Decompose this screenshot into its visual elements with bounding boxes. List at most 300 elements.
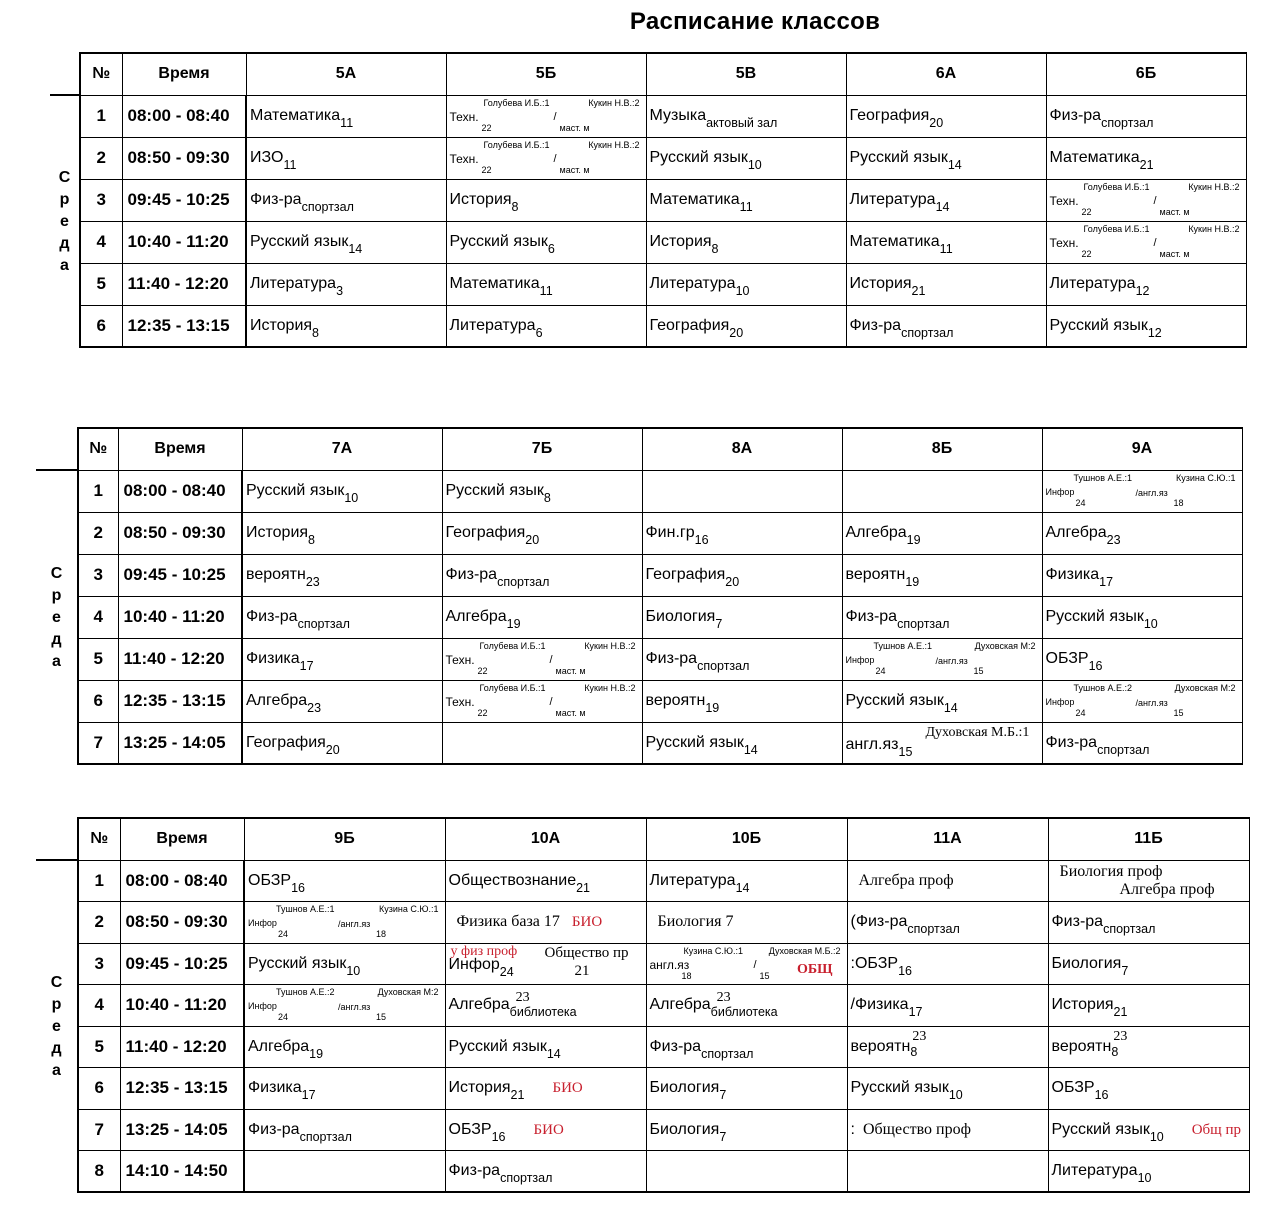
header-class: 6Б [1046,53,1246,95]
subject: Биология [645,608,716,625]
header-class: 8А [642,428,842,470]
lesson-cell [846,95,1046,137]
lesson-cell [242,680,442,722]
room: 7 [715,617,723,631]
subject-1: Техн. [445,695,475,709]
subject: вероятн [845,566,906,583]
room: спортзал [901,325,954,340]
subject-2: /англ.яз [338,1002,371,1013]
lesson-time: 10:40 - 11:20 [120,985,244,1027]
room-top: 23 [1113,1028,1128,1044]
subject: Русский язык [250,233,349,250]
lesson-cell [1046,95,1246,137]
table-row [36,943,1249,985]
subject: География [246,733,326,751]
split-slash: / [1153,237,1157,249]
room: 12 [1147,325,1162,340]
room: спортзал [1097,742,1150,757]
lesson-cell [646,902,847,944]
subject: Литература [849,191,936,208]
subject: История [1051,996,1114,1014]
lesson-time: 08:50 - 09:30 [118,512,242,554]
lesson-time: 08:00 - 08:40 [118,470,242,512]
split-slash: / [553,153,557,165]
subject: Литература [449,316,536,334]
lesson-time: 10:40 - 11:20 [118,596,242,638]
lesson-cell [847,1109,1048,1151]
lesson-cell [242,722,442,764]
teacher-1: Тушнов А.Е.:1 [873,641,932,651]
room: 7 [719,1129,727,1144]
room-1: 24 [1075,708,1086,718]
subject: Инфор [448,955,500,973]
lesson-number: 8 [78,1151,120,1193]
two-line-lesson [1052,861,1249,901]
subject: Математика [1049,149,1140,166]
lesson-cell [847,943,1048,985]
lesson-cell [242,470,442,512]
room: спортзал [297,617,350,631]
lesson-cell [847,1151,1048,1193]
teacher-2: Духовская М:2 [974,641,1036,651]
lesson-number: 5 [78,638,118,680]
teacher-1: Голубева И.Б.:1 [483,98,550,108]
subject: Биология 7 [657,913,734,931]
subject: Физика [246,650,300,667]
lesson-cell [1042,722,1242,764]
cell-mark: : [850,1120,855,1138]
subject: История [449,191,512,208]
lesson-cell [244,1026,445,1068]
lesson-time: 12:35 - 13:15 [118,680,242,722]
subject: Математика [449,275,540,292]
teacher-1: Голубева И.Б.:1 [1083,224,1150,234]
subject-1: Техн. [449,152,479,166]
lesson-cell [246,179,446,221]
subject: Физ-ра [1045,733,1098,751]
table-row [50,221,1246,263]
lesson-number: 6 [78,680,118,722]
teacher-1: Голубева И.Б.:1 [483,140,550,150]
lesson-number: 1 [80,95,122,137]
subject: ОБЗР [248,871,292,889]
lesson-cell [242,638,442,680]
room: 8 [312,325,319,340]
room: 16 [898,963,912,978]
lesson-cell [1042,596,1242,638]
lesson-cell [642,470,842,512]
subject: Литература [1051,1162,1138,1179]
teacher-1: Тушнов А.Е.:2 [1073,683,1132,693]
lesson-cell [842,554,1042,596]
schedule-table [36,427,1243,765]
lesson-cell [846,263,1046,305]
lesson-cell [846,179,1046,221]
table-row [50,95,1246,137]
subject: Физ-ра [246,608,298,625]
subject: Алгебра [248,1037,310,1055]
table-row [36,470,1242,512]
subject-1: Инфор [248,918,277,929]
table-row [36,1109,1249,1151]
subject-2: Алгебра проф [1119,880,1215,898]
room: 11 [739,200,753,214]
room: 10 [344,491,359,505]
lesson-cell [446,95,646,137]
room: спортзал [897,617,950,631]
room: 10 [1149,1129,1164,1144]
subject: История [246,524,309,541]
page-title: Расписание классов [629,8,881,35]
lesson-time: 13:25 - 14:05 [118,722,242,764]
lesson-number: 1 [78,470,118,512]
lesson-cell [646,1109,847,1151]
room: 16 [491,1129,506,1144]
room: 14 [743,742,758,757]
subject: Обществознание [448,871,577,889]
header-class: 11А [847,818,1048,860]
subject: География [849,107,930,124]
subject: Математика [649,191,740,208]
lesson-cell [442,596,642,638]
lesson-cell [1048,1068,1249,1110]
room: спортзал [697,659,750,673]
lesson-time: 13:25 - 14:05 [120,1109,244,1151]
room-2: 21 [574,962,590,979]
split-lesson [450,96,646,136]
lesson-cell [446,305,646,347]
room: 15 [898,744,913,759]
lesson-cell [646,221,846,263]
room-2: маст. м [555,708,586,718]
lesson-cell [445,1109,646,1151]
lesson-time: 08:00 - 08:40 [122,95,246,137]
room: 7 [719,1088,727,1103]
subject-1: Техн. [449,110,479,124]
lesson-cell [1042,638,1242,680]
subject: История [849,275,912,292]
subject-1: Техн. [445,653,475,667]
subject-2: /англ.яз [935,656,968,666]
lesson-cell [446,263,646,305]
lesson-cell [1048,1109,1249,1151]
subject: Физика база 17 [456,913,560,931]
subject: Музыка [649,107,707,124]
subject: англ.яз [845,735,899,753]
lesson-cell [646,985,847,1027]
teacher-2: Духовская М:2 [377,987,439,998]
lesson-cell [847,1026,1048,1068]
room-2: 15 [376,1012,387,1023]
subject-2: Общество пр [544,944,629,961]
header-class: 11Б [1048,818,1249,860]
room-2: маст. м [1159,207,1190,217]
room: 10 [1137,1171,1152,1185]
split-lesson [248,902,445,942]
lesson-cell [646,943,847,985]
teacher-1: Тушнов А.Е.:1 [1073,473,1132,483]
subject: Физ-ра [250,191,302,208]
teacher-1: Тушнов А.Е.:1 [276,904,335,915]
lesson-cell [642,596,842,638]
room-1: 24 [278,1012,289,1023]
lesson-cell [847,902,1048,944]
room: 19 [906,533,921,547]
table-row [36,1068,1249,1110]
room: спортзал [500,1171,553,1185]
subject: Русский язык [850,1079,949,1097]
room-number: 23 [515,990,530,1006]
lesson-cell [646,1151,847,1193]
subject: ИЗО [250,149,284,166]
schedule-table [36,817,1250,1193]
room-bottom: 8 [1111,1044,1119,1059]
room: 3 [336,284,344,298]
subject: Литература [1049,275,1136,292]
lesson-cell [445,985,646,1027]
lesson-cell [646,179,846,221]
room: 10 [346,963,361,978]
subject: Алгебра проф [858,871,954,889]
lesson-time: 10:40 - 11:20 [122,221,246,263]
lesson-cell [442,512,642,554]
lesson-cell [445,1068,646,1110]
subject-2: /англ.яз [1135,698,1168,708]
lesson-cell [442,638,642,680]
subject-line [448,955,514,979]
split-lesson [650,944,847,984]
room: 12 [1135,284,1150,298]
room: спортзал [907,922,960,937]
lesson-cell [442,680,642,722]
subject-1: Техн. [1049,194,1079,208]
room: 14 [935,200,950,214]
room: 7 [1121,963,1129,978]
cell-mark: / [850,996,855,1014]
header-blank [36,818,78,860]
lesson-cell [242,554,442,596]
subject: Алгебра [246,692,308,709]
subject-2: /англ.яз [338,919,371,930]
lesson-number: 6 [78,1068,120,1110]
room: спортзал [497,575,550,589]
room: библиотека [509,1005,577,1020]
room: 17 [1099,575,1114,589]
lesson-cell [1048,860,1249,902]
table-row [36,596,1242,638]
room-2: 18 [1173,498,1184,508]
subject: Физ-ра [849,316,902,334]
subject: Литература [649,871,736,889]
header-class: 6А [846,53,1046,95]
subject-2: /англ.яз [1135,488,1168,498]
subject: Русский язык [246,482,345,499]
table-row [36,1151,1249,1193]
subject: Русский язык [849,149,948,166]
subject-1: Инфор [248,1001,277,1012]
subject: Физ-ра [649,1037,702,1055]
header-blank [36,428,78,470]
room: спортзал [701,1046,754,1061]
subject-1: Инфор [845,655,875,665]
lesson-cell [244,985,445,1027]
subject: вероятн [645,692,706,709]
room-1: 22 [477,708,488,718]
lesson-cell [846,221,1046,263]
lesson-cell [1048,1026,1249,1068]
subject: Физика [1045,566,1100,583]
room: 11 [539,284,553,298]
lesson-cell [445,1151,646,1193]
lesson-number: 5 [78,1026,120,1068]
subject: ОБЗР [1051,1079,1095,1097]
lesson-cell [842,722,1042,764]
lesson-time: 11:40 - 12:20 [122,263,246,305]
lesson-cell [244,1151,445,1193]
room: 14 [546,1046,561,1061]
header-num: № [80,53,122,95]
subject: ОБЗР [1045,650,1089,667]
room: 6 [535,325,543,340]
split-lesson [446,681,642,721]
lesson-number: 2 [80,137,122,179]
room-2: 15 [759,970,770,981]
teacher-2: Духовская М.Б.:2 [768,945,841,956]
subject: Физ-ра [448,1162,501,1179]
lesson-number: 7 [78,722,118,764]
subject: вероятн [850,1037,911,1055]
room: 20 [525,533,540,547]
room: 21 [510,1088,525,1103]
lesson-cell [446,137,646,179]
lesson-cell [642,680,842,722]
teacher-2: Кукин Н.В.:2 [584,683,636,693]
subject: Физика [854,996,909,1014]
lesson-cell [442,554,642,596]
subject: Литература [649,275,736,292]
room: 23 [307,701,322,715]
header-class: 5Б [446,53,646,95]
subject: Русский язык [649,149,748,166]
room-pair [1111,1028,1129,1059]
subject: Русский язык [448,1037,547,1055]
header-time: Время [120,818,244,860]
lesson-cell [1048,1151,1249,1193]
lesson-cell [847,1068,1048,1110]
subject: Физ-ра [645,650,698,667]
room-top: 23 [912,1028,927,1044]
room-1: 22 [477,666,488,676]
room: 20 [929,116,944,130]
lesson-cell [446,179,646,221]
lesson-number: 1 [78,860,120,902]
teacher-2: Кукин Н.В.:2 [1188,182,1240,192]
room: библиотека [710,1005,778,1020]
note-red: БИО [552,1080,583,1097]
subject: Алгебра [649,996,711,1014]
lesson-cell [1042,554,1242,596]
subject: Фин.гр [645,524,695,541]
room: 14 [348,242,363,256]
teacher-1: Голубева И.Б.:1 [479,641,546,651]
header-class: 9Б [244,818,445,860]
lesson-cell [242,512,442,554]
subject: Литература [250,275,337,292]
header-class: 7А [242,428,442,470]
note-red: БИО [571,914,603,931]
lesson-cell [1042,470,1242,512]
lesson-cell [646,137,846,179]
lesson-cell [445,902,646,944]
lesson-number: 3 [80,179,122,221]
room-bottom: 8 [910,1044,918,1059]
lesson-number: 5 [80,263,122,305]
room: 14 [735,880,750,895]
room: 11 [340,116,354,130]
header-num: № [78,428,118,470]
lesson-cell [1048,943,1249,985]
room: 19 [309,1046,324,1061]
room: 16 [1088,659,1103,673]
table-row [50,179,1246,221]
room-1: 22 [1081,249,1092,259]
room-2: 18 [376,929,387,940]
lesson-cell [1046,179,1246,221]
subject: Русский язык [1051,1120,1150,1138]
lesson-cell [846,137,1046,179]
room: спортзал [301,200,354,214]
room: 20 [729,325,744,340]
note-red: Общ пр [1191,1121,1242,1138]
lesson-cell [246,95,446,137]
subject: Физ-ра [248,1120,300,1138]
room: 20 [725,575,740,589]
room: 14 [943,701,958,715]
lesson-cell [246,221,446,263]
subject: География [645,566,726,583]
subject: вероятн [1051,1037,1112,1055]
subject: Математика [849,233,940,250]
subject: ОБЗР [448,1120,492,1138]
lesson-cell [244,902,445,944]
lesson-cell [847,860,1048,902]
subject: Физ-ра [1051,913,1104,931]
room: 10 [948,1088,963,1103]
room: 11 [939,242,953,256]
room: 8 [543,491,551,505]
day-label: Среда [36,860,78,1192]
subject: Русский язык [845,692,944,709]
lesson-cell [246,305,446,347]
lesson-cell [446,221,646,263]
subject: Русский язык [645,733,744,751]
header-class: 10Б [646,818,847,860]
room: спортзал [1103,922,1156,937]
room: актовый зал [706,116,778,130]
teacher-1: Голубева И.Б.:1 [479,683,546,693]
subject: Биология [649,1120,720,1138]
subject: Алгебра [445,608,507,625]
lesson-time: 11:40 - 12:20 [120,1026,244,1068]
room: 19 [905,575,920,589]
room-1: 22 [481,123,492,133]
subject: Физ-ра [1049,107,1102,124]
lesson-cell [442,722,642,764]
split-lesson [846,639,1042,679]
subject: История [649,233,712,250]
lesson-cell [842,680,1042,722]
lesson-time: 09:45 - 10:25 [118,554,242,596]
